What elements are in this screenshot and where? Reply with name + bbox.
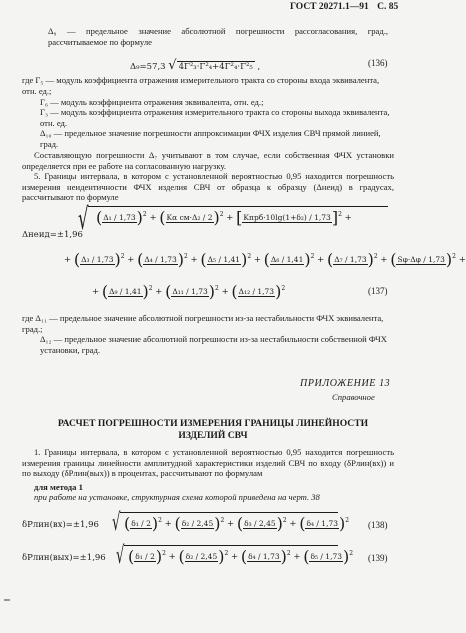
eq138-terms: ( δ₁ / 2 )$^2$ + ( δ₂ / 2,45 )$^2$ + ( δ₃ / 2,45 )$^2$ + ( δ₄ / 1,73 )$^2$	[124, 514, 350, 533]
eq137-r3-t1: Δ₉ / 1,41	[109, 286, 142, 296]
eq137-r2-t2: Δ₄ / 1,73	[144, 254, 177, 264]
eq139-radical: √	[116, 541, 125, 569]
eq138-t2: δ₂ / 2,45	[181, 518, 214, 528]
eq136-radicand: 4Γ²₃·Γ²₄+4Γ²₄·Γ²₅	[178, 62, 253, 72]
eq138-t1: δ₁ / 2	[131, 518, 151, 528]
eq137-row2: + ( Δ₃ / 1,73 )$^2$ + ( Δ₄ / 1,73 )$^2$ + ( Δ₅ / 1,41 )$^2$ + ( Δ₆ / 1,41 )$^2$ + ( Δ₇ / 1,73 )$^2$ + ( Sφ·Δφ / 1,73 )$^2$ +	[64, 250, 466, 269]
eq139-terms: ( δ₁ / 2 )$^2$ + ( δ₂ / 2,45 )$^2$ + ( δ₄ / 1,73 )$^2$ + ( δ₅ / 1,73 )$^2$	[128, 547, 354, 566]
eq137-r2-t4: Δ₆ / 1,41	[270, 254, 304, 264]
equation-137-lhs: Δнеид=±1,96	[22, 230, 83, 240]
method1-note: при работе на установке, структурная схема которой приведена на черт. 38	[34, 492, 320, 502]
eq136-tail: ,	[257, 62, 261, 72]
eq138-radical-bar	[120, 512, 338, 513]
eq138-t3: δ₃ / 2,45	[244, 518, 276, 528]
definition-delta12: Δ₁₂ — предельное значение абсолютной погрешности из-за нестабильности собственной ФЧХ установки, град.	[40, 334, 387, 355]
eq136-lhs: Δ₉=57,3	[130, 62, 166, 72]
eq137-r2-t5: Δ₇ / 1,73	[334, 254, 367, 264]
method1-heading: для метода 1	[34, 482, 83, 492]
eq138-t4: δ₄ / 1,73	[306, 518, 339, 528]
definition-gamma6: Γ₆ — модуль коэффициента отражения эквивалента, отн. ед.;	[40, 97, 264, 107]
eq137-r3-t3: Δ₁₂ / 1,73	[238, 286, 275, 296]
eq137-r1-t2: Kα см·Δ₂ / 2	[166, 212, 213, 222]
definition-delta10: Δ₁₀ — предельное значение погрешности аппроксимации ФЧХ изделия СВЧ прямой линией, град.	[40, 128, 381, 149]
eq137-row3: + ( Δ₉ / 1,41 )$^2$ + ( Δ₁₁ / 1,73 )$^2$ + ( Δ₁₂ / 1,73 )$^2$	[92, 282, 286, 301]
equation-number-137: (137)	[368, 286, 388, 296]
eq137-r1-t3: Kпрб·10lg(1+δ₂) / 1,73	[243, 212, 331, 222]
equation-136: Δ₉=57,3 √ 4Γ²₃·Γ²₄+4Γ²₄·Γ²₅ ,	[130, 58, 261, 73]
delta9-definition: Δ₉ — предельное значение абсолютной погрешности рассогласования, град., рассчитываемое по формуле	[48, 26, 388, 47]
definition-delta11: где Δ₁₁ — предельное значение абсолютной погрешности из-за нестабильности ФЧХ эквивалента, град.;	[22, 313, 384, 334]
eq137-row1: ( Δ₁ / 1,73 )$^2$ + ( Kα см·Δ₂ / 2 )$^2$ + [ Kпрб·10lg(1+δ₂) / 1,73 ]$^2$ +	[96, 208, 352, 227]
eq137-r2-t1: Δ₃ / 1,73	[81, 254, 114, 264]
equation-number-136: (136)	[368, 58, 388, 68]
eq139-t3: δ₄ / 1,73	[248, 551, 280, 561]
eq139-radical-bar	[124, 545, 338, 546]
eq137-r2-t6: Sφ·Δφ / 1,73	[397, 254, 445, 264]
eq139-t1: δ₁ / 2	[135, 551, 155, 561]
equation-139-lhs: δPлин(вых)=±1,96	[22, 553, 106, 563]
equation-number-138: (138)	[368, 520, 388, 530]
eq137-r1-t1: Δ₁ / 1,73	[103, 212, 136, 222]
eq137-r3-t2: Δ₁₁ / 1,73	[172, 286, 208, 296]
paragraph-delta7: Составляющую погрешности Δ₇ учитывают в том случае, если собственная ФЧХ установки определяется при ее работе на согласованную нагрузку.	[22, 150, 394, 171]
eq138-radical: √	[112, 508, 121, 536]
eq139-t2: δ₂ / 2,45	[185, 551, 218, 561]
definition-gamma3: Γ₃ — модуль коэффициента отражения измерительного тракта со стороны выхода эквивалента, отн. ед.	[40, 107, 390, 128]
appendix-subtitle: Справочное	[332, 392, 375, 402]
eq137-r2-t3: Δ₅ / 1,41	[207, 254, 241, 264]
equation-138-lhs: δPлин(вх)=±1,96	[22, 520, 99, 530]
paragraph-item5: 5. Границы интервала, в котором с установленной вероятностью 0,95 находится погрешность измерения неидентичности ФЧХ изделия СВЧ от образца к образцу (Δнеид) в градусах, рассчитывают по формуле	[22, 171, 394, 202]
equation-number-139: (139)	[368, 553, 388, 563]
scan-mark	[4, 599, 10, 601]
doc-number: ГОСТ 20271.1—91	[290, 2, 369, 12]
eq139-t4: δ₅ / 1,73	[310, 551, 343, 561]
paragraph-item1: 1. Границы интервала, в котором с установленной вероятностью 0,95 находится погрешность измерения границы линейности амплитудной характеристики изделий СВЧ по входу (δPлин(вх)) и по выходу (δPлин(вых)) в процентах, рассчитывают по формулам	[22, 447, 394, 478]
definition-gamma5: где Γ₅ — модуль коэффициента отражения измерительного тракта со стороны входа эквивалента, отн. ед.;	[22, 75, 380, 96]
eq137-radical: √	[78, 202, 89, 237]
page-number: С. 85	[377, 2, 399, 12]
page-header	[290, 2, 398, 13]
eq137-radical-bar	[88, 206, 388, 207]
appendix-title: ПРИЛОЖЕНИЕ 13	[300, 378, 391, 389]
section-title: РАСЧЕТ ПОГРЕШНОСТИ ИЗМЕРЕНИЯ ГРАНИЦЫ ЛИНЕЙНОСТИ ИЗДЕЛИЙ СВЧ	[57, 418, 369, 441]
